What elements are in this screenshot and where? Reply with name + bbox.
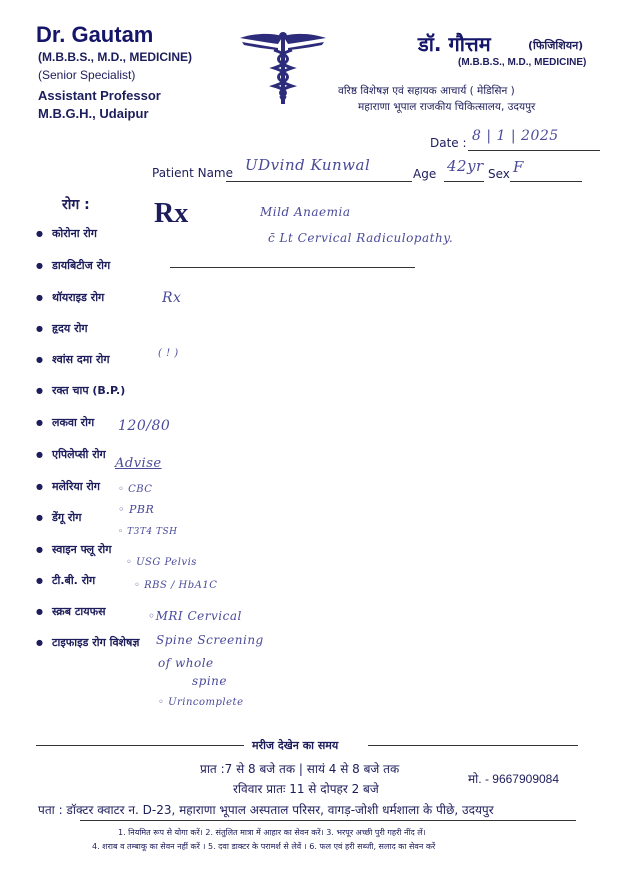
date-underline <box>468 150 600 151</box>
age-underline <box>444 181 484 182</box>
disease-item: ● थॉयराइड रोग <box>36 290 104 305</box>
investigation-item: of whole <box>158 656 214 670</box>
date-value[interactable]: 8 | 1 | 2025 <box>472 128 559 144</box>
timing-heading: मरीज देखेन का समय <box>252 739 339 752</box>
qualifications-hi: (M.B.B.S., M.D., MEDICINE) <box>458 57 587 68</box>
timing-separator-left <box>36 745 244 746</box>
advice-heading: Advise <box>115 456 162 471</box>
timing-separator-right <box>368 745 578 746</box>
investigation-item: ◦MRI Cervical <box>148 609 242 623</box>
disease-item: ● मलेरिया रोग <box>36 479 100 494</box>
investigation-item: ◦ PBR <box>118 503 155 516</box>
timing-sunday: रविवार प्रातः 11 से दोपहर 2 बजे <box>233 782 379 796</box>
disease-item: ● स्क्रब टायफस <box>36 604 106 619</box>
patient-name-value[interactable]: UDvind Kunwal <box>245 156 371 174</box>
age-value[interactable]: 42yr <box>447 157 484 175</box>
disease-item: ● डेंगू रोग <box>36 510 81 525</box>
disease-item: ● डायबिटीज रोग <box>36 258 110 273</box>
designation-hi: वरिष्ठ विशेषज्ञ एवं सहायक आचार्य ( मेडिसिन ) <box>338 85 515 97</box>
age-label: Age <box>413 167 437 181</box>
bp-mark: ( ! ) <box>158 348 179 359</box>
hospital-en: M.B.G.H., Udaipur <box>38 106 149 121</box>
investigation-item: ◦ USG Pelvis <box>126 557 197 568</box>
rx-symbol: Rx <box>154 198 189 229</box>
disease-item: ● स्वाइन फ्लू रोग <box>36 542 111 557</box>
sex-label: Sex <box>488 167 510 181</box>
hospital-hi: महाराणा भूपाल राजकीय चिकित्सालय, उदयपुर <box>358 101 536 113</box>
health-notes-line: 1. नियमित रूप से योगा करें। 2. संतुलित मात्रा में आहार का सेवन करें। 3. भरपूर अच्छी पुरी गहरी नींद लें। <box>118 828 426 837</box>
bp-value: 120/80 <box>118 418 171 434</box>
mobile-number: मो. - 9667909084 <box>468 772 560 786</box>
doctor-name-en: Dr. Gautam <box>36 22 154 47</box>
sex-underline <box>510 181 582 182</box>
patient-name-label: Patient Name <box>152 166 233 180</box>
address-separator <box>80 820 576 821</box>
investigation-item: Spine Screening <box>156 633 264 647</box>
patient-name-underline <box>226 181 412 182</box>
qualifications-en: (M.B.B.S., M.D., MEDICINE) <box>38 50 192 64</box>
diagnosis-line: c̄ Lt Cervical Radiculopathy. <box>268 231 454 245</box>
doctor-title-hi: (फिजिशियन) <box>528 39 584 52</box>
investigation-item: ◦ Urincomplete <box>158 697 244 708</box>
date-label: Date : <box>430 136 467 150</box>
address: पता : डॉक्टर क्वाटर न. D-23, महाराणा भूपाल अस्पताल परिसर, वागड़-जोशी धर्मशाला के पीछे, उदयपुर <box>38 803 494 817</box>
disease-item: ● कोरोना रोग <box>36 226 97 241</box>
disease-item: ● हृदय रोग <box>36 321 88 336</box>
diagnosis-separator <box>170 267 415 268</box>
rx-mark: Rx <box>162 290 182 306</box>
disease-list-heading: रोग : <box>62 197 90 213</box>
senior-specialist: (Senior Specialist) <box>38 68 136 82</box>
disease-item: ● लकवा रोग <box>36 415 94 430</box>
investigation-item: ◦ CBC <box>118 484 153 495</box>
investigation-item: ◦ RBS / HbA1C <box>134 580 218 591</box>
disease-item: ● श्वांस दमा रोग <box>36 352 110 367</box>
diagnosis-line: Mild Anaemia <box>260 205 351 219</box>
caduceus-icon <box>238 28 328 112</box>
disease-item: ● रक्त चाप (B.P.) <box>36 383 125 398</box>
health-notes-line: 4. शराब व तम्बाकू का सेवन नहीं करें । 5. दवा डाक्टर के परामर्श से लेवें । 6. फल एवं हरी सब्जी, सलाद का सेवन करें <box>92 842 436 851</box>
timing-weekday: प्रात :7 से 8 बजे तक | सायं 4 से 8 बजे तक <box>200 762 400 776</box>
sex-value[interactable]: F <box>513 158 524 176</box>
disease-item: ● टाइफाइड रोग विशेषज्ञ <box>36 635 139 650</box>
disease-item: ● टी.बी. रोग <box>36 573 95 588</box>
doctor-name-hi: डॉ. गौत्तम <box>418 32 491 56</box>
disease-item: ● एपिलेप्सी रोग <box>36 447 106 462</box>
investigation-item: ◦ T3T4 TSH <box>118 527 178 537</box>
designation-en: Assistant Professor <box>38 88 161 103</box>
investigation-item: spine <box>192 674 228 688</box>
